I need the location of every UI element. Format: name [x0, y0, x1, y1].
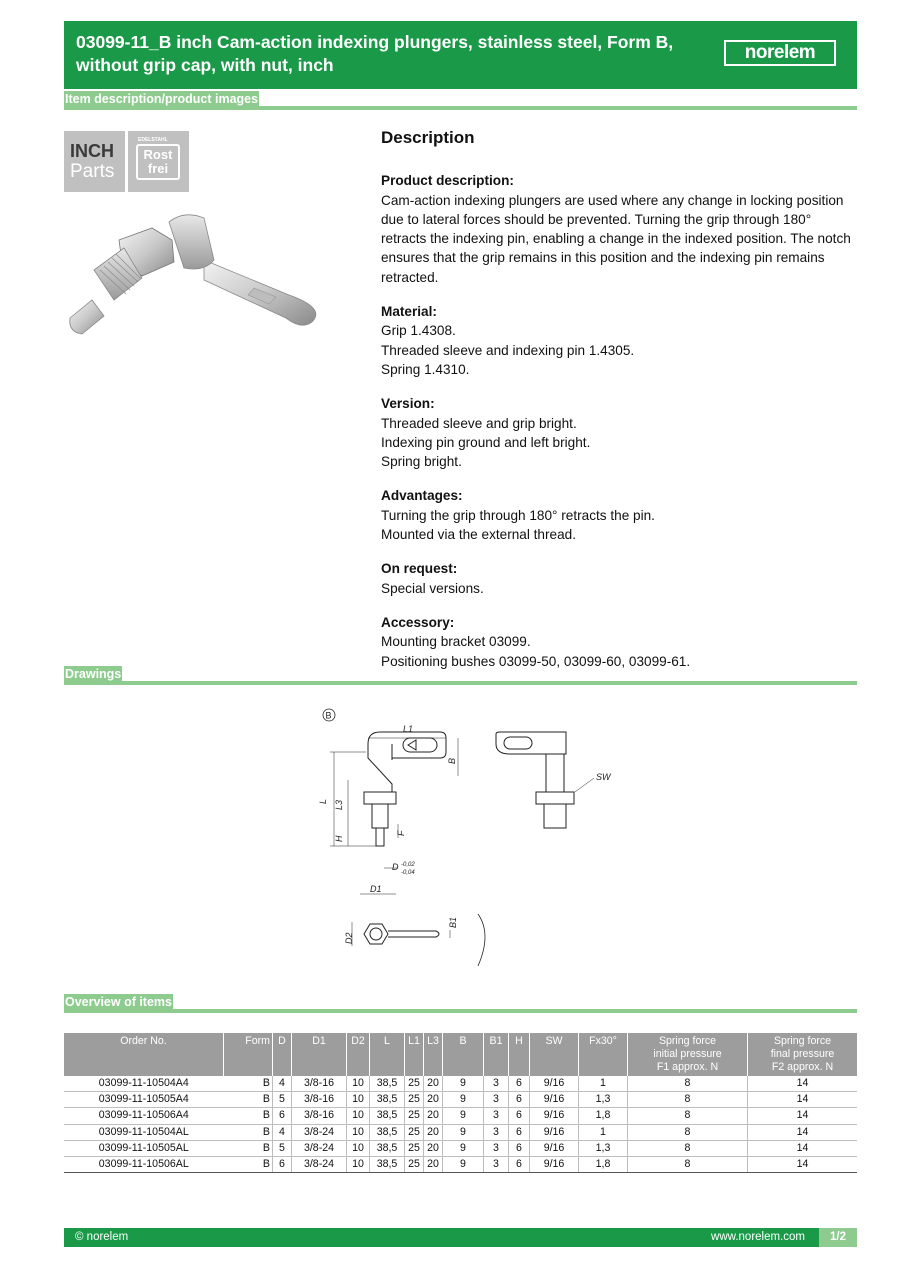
table-cell: 3	[484, 1140, 509, 1156]
table-cell: 14	[748, 1092, 858, 1108]
table-cell: 6	[509, 1092, 530, 1108]
svg-text:H: H	[334, 835, 344, 842]
table-cell: 6	[509, 1108, 530, 1124]
table-cell: 38,5	[370, 1157, 405, 1173]
table-cell: 25	[405, 1092, 424, 1108]
svg-text:B: B	[447, 757, 457, 764]
table-cell: 6	[509, 1140, 530, 1156]
col-d2: D2	[347, 1033, 370, 1076]
page-header	[64, 21, 857, 89]
table-cell: 3/8-24	[292, 1140, 347, 1156]
table-cell: 10	[347, 1108, 370, 1124]
technical-drawing	[300, 704, 630, 974]
svg-text:D2: D2	[344, 932, 354, 944]
table-cell: 3	[484, 1108, 509, 1124]
table-cell: 25	[405, 1108, 424, 1124]
table-cell: 3	[484, 1076, 509, 1092]
table-cell: 1,8	[579, 1108, 628, 1124]
svg-text:D: D	[392, 862, 399, 872]
table-cell: 9	[443, 1108, 484, 1124]
table-cell: 38,5	[370, 1108, 405, 1124]
table-cell: 9	[443, 1140, 484, 1156]
table-cell: 25	[405, 1157, 424, 1173]
table-row	[64, 1124, 857, 1140]
table-cell: 3/8-24	[292, 1157, 347, 1173]
table-cell: 8	[628, 1157, 748, 1173]
table-cell: 3	[484, 1124, 509, 1140]
table-cell: 9/16	[530, 1108, 579, 1124]
table-cell: 38,5	[370, 1092, 405, 1108]
table-cell: 8	[628, 1108, 748, 1124]
table-header-row	[64, 1033, 857, 1076]
table-cell: 1,3	[579, 1140, 628, 1156]
table-cell: 4	[273, 1124, 292, 1140]
table-cell: 10	[347, 1140, 370, 1156]
col-l1: L1	[405, 1033, 424, 1076]
table-cell: 6	[273, 1157, 292, 1173]
product-image	[64, 200, 326, 340]
table-cell: 20	[424, 1092, 443, 1108]
table-cell: 8	[628, 1140, 748, 1156]
table-cell: 5	[273, 1092, 292, 1108]
table-cell: 03099-11-10505A4	[64, 1092, 224, 1108]
svg-text:L3: L3	[334, 799, 344, 810]
svg-text:L1: L1	[403, 724, 414, 734]
table-cell: 20	[424, 1076, 443, 1092]
product-description-block: Product description: Cam-action indexing plungers are used where any change in locking position due to lateral forces should be prevented. Turning the grip through 180° retracts the indexing pin, enabling a change in the indexed position. The notch ensures that the grip remains in this position and the indexing pin remains retracted.	[381, 173, 851, 285]
description-heading: Description	[381, 128, 475, 147]
col-sw: SW	[530, 1033, 579, 1076]
table-cell: B	[224, 1124, 273, 1140]
table-cell: 9	[443, 1092, 484, 1108]
copyright: © norelem	[75, 1231, 129, 1243]
table-cell: 3	[484, 1157, 509, 1173]
table-cell: 9/16	[530, 1124, 579, 1140]
table-cell: 9/16	[530, 1157, 579, 1173]
table-cell: 10	[347, 1157, 370, 1173]
col-order-no: Order No.	[64, 1033, 224, 1076]
table-cell: 38,5	[370, 1140, 405, 1156]
svg-text:B: B	[325, 710, 332, 721]
table-cell: 9/16	[530, 1092, 579, 1108]
table-cell: 20	[424, 1108, 443, 1124]
material-block: Material: Grip 1.4308. Threaded sleeve and indexing pin 1.4305. Spring 1.4310.	[381, 304, 635, 377]
table-cell: B	[224, 1140, 273, 1156]
table-cell: 03099-11-10504A4	[64, 1076, 224, 1092]
table-cell: 5	[273, 1140, 292, 1156]
col-b: B	[443, 1033, 484, 1076]
table-cell: 14	[748, 1157, 858, 1173]
table-row	[64, 1108, 857, 1124]
section-label: Item description/product images	[65, 92, 259, 106]
table-cell: 14	[748, 1124, 858, 1140]
col-d: D	[273, 1033, 292, 1076]
section-overview	[64, 994, 857, 1014]
table-cell: 9	[443, 1157, 484, 1173]
table-cell: 3/8-24	[292, 1124, 347, 1140]
table-cell: 9	[443, 1076, 484, 1092]
table-cell: 38,5	[370, 1076, 405, 1092]
table-row	[64, 1092, 857, 1108]
svg-text:L: L	[318, 798, 328, 804]
col-h: H	[509, 1033, 530, 1076]
col-fx30: Fx30°	[579, 1033, 628, 1076]
col-b1: B1	[484, 1033, 509, 1076]
col-f1: Spring force initial pressure F1 approx. N	[628, 1033, 748, 1076]
table-cell: 9	[443, 1124, 484, 1140]
table-cell: 25	[405, 1124, 424, 1140]
inch-parts-badge: INCH Parts	[64, 131, 125, 192]
svg-text:-0,04: -0,04	[401, 870, 415, 876]
version-block: Version: Threaded sleeve and grip bright. Indexing pin ground and left bright. Spring bright.	[381, 396, 591, 470]
norelem-logo: norelem	[724, 40, 836, 66]
table-cell: 20	[424, 1140, 443, 1156]
col-l: L	[370, 1033, 405, 1076]
table-cell: 25	[405, 1140, 424, 1156]
table-row	[64, 1140, 857, 1156]
table-cell: 1,3	[579, 1092, 628, 1108]
table-cell: 14	[748, 1140, 858, 1156]
table-cell: 1,8	[579, 1157, 628, 1173]
table-cell: 3/8-16	[292, 1092, 347, 1108]
table-cell: 9/16	[530, 1076, 579, 1092]
table-cell: 10	[347, 1092, 370, 1108]
table-cell: 8	[628, 1092, 748, 1108]
table-cell: 8	[628, 1124, 748, 1140]
description-panel	[381, 128, 851, 686]
table-cell: 8	[628, 1076, 748, 1092]
table-cell: 6	[509, 1157, 530, 1173]
table-row	[64, 1157, 857, 1173]
table-cell: 25	[405, 1076, 424, 1092]
table-cell: B	[224, 1108, 273, 1124]
advantages-block: Advantages: Turning the grip through 180° retracts the pin. Mounted via the external thread.	[381, 488, 655, 543]
table-cell: 3/8-16	[292, 1076, 347, 1092]
table-cell: B	[224, 1092, 273, 1108]
col-l3: L3	[424, 1033, 443, 1076]
accessory-block: Accessory: Mounting bracket 03099. Positioning bushes 03099-50, 03099-60, 03099-61.	[381, 614, 691, 669]
col-d1: D1	[292, 1033, 347, 1076]
table-cell: 6	[273, 1108, 292, 1124]
table-cell: 20	[424, 1124, 443, 1140]
table-cell: 03099-11-10506A4	[64, 1108, 224, 1124]
table-cell: 9/16	[530, 1140, 579, 1156]
table-cell: 38,5	[370, 1124, 405, 1140]
svg-text:F: F	[396, 830, 406, 836]
col-f2: Spring force final pressure F2 approx. N	[748, 1033, 858, 1076]
items-table	[64, 1033, 857, 1173]
page-title: 03099-11_B inch Cam-action indexing plungers, stainless steel, Form B, without grip cap, with nut, inch	[76, 32, 674, 75]
svg-text:SW: SW	[596, 772, 611, 782]
rostfrei-badge: EDELSTAHL Rost frei	[128, 131, 189, 192]
on-request-block: On request: Special versions.	[381, 561, 484, 596]
table-row	[64, 1076, 857, 1092]
table-cell: 3	[484, 1092, 509, 1108]
svg-text:D1: D1	[370, 884, 382, 894]
page-footer	[64, 1228, 857, 1247]
section-label: Drawings	[65, 667, 122, 681]
table-cell: B	[224, 1076, 273, 1092]
section-drawings	[64, 666, 857, 686]
table-cell: 14	[748, 1076, 858, 1092]
table-body	[64, 1076, 857, 1173]
table-cell: 1	[579, 1124, 628, 1140]
website-link[interactable]: www.norelem.com	[711, 1231, 805, 1243]
page-number: 1/2	[819, 1228, 857, 1247]
table-cell: 03099-11-10504AL	[64, 1124, 224, 1140]
table-cell: 03099-11-10505AL	[64, 1140, 224, 1156]
table-cell: 10	[347, 1124, 370, 1140]
col-form: Form	[224, 1033, 273, 1076]
svg-text:B1: B1	[448, 916, 458, 928]
table-cell: B	[224, 1157, 273, 1173]
svg-text:-0,02: -0,02	[401, 862, 415, 868]
table-cell: 4	[273, 1076, 292, 1092]
table-cell: 14	[748, 1108, 858, 1124]
section-item-description	[64, 91, 857, 111]
table-cell: 1	[579, 1076, 628, 1092]
table-cell: 20	[424, 1157, 443, 1173]
table-cell: 10	[347, 1076, 370, 1092]
table-cell: 6	[509, 1076, 530, 1092]
section-label: Overview of items	[65, 995, 172, 1009]
table-cell: 03099-11-10506AL	[64, 1157, 224, 1173]
table-cell: 3/8-16	[292, 1108, 347, 1124]
table-cell: 6	[509, 1124, 530, 1140]
